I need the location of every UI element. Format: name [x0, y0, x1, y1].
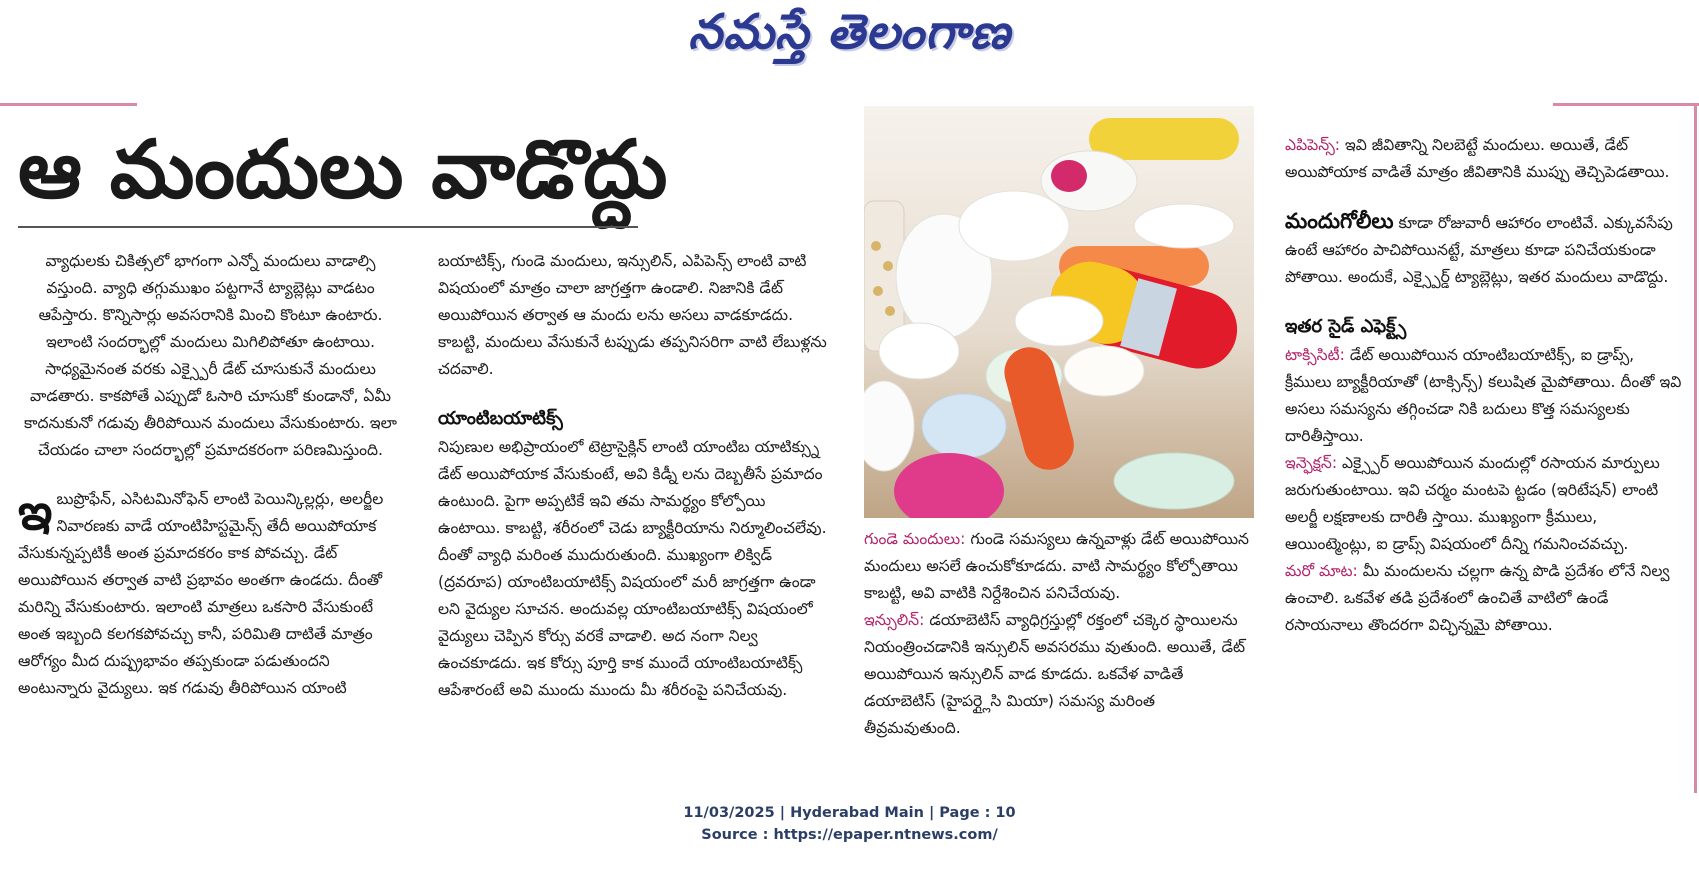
toxicity-paragraph — [1285, 342, 1685, 450]
epipen-text: ఇవి జీవితాన్ని నిలబెట్టే మందులు. అయితే, డేట్ అయిపోయాక వాడితే మాత్రం జీవితానికి ముప్పు తెచ్చిపెడతాయి. — [1285, 136, 1670, 181]
footer-edition-info: 11/03/2025 | Hyderabad Main | Page : 10 — [683, 805, 1016, 821]
heart-medicine-text: గుండె సమస్యలు ఉన్నవాళ్లు డేట్ అయిపోయిన మందులు అసలే ఉంచుకోకూడదు. వాటి సామర్థ్యం కోల్పోతాయి కాబట్టి, అవి వాటికి నిర్దేశించిన పనిచేయవు. — [864, 530, 1249, 602]
heart-medicine-paragraph — [864, 526, 1256, 607]
painkillers-paragraph — [18, 483, 403, 702]
footer-source-link[interactable]: Source : https://epaper.ntnews.com/ — [701, 827, 998, 843]
pills-paragraph — [1285, 208, 1685, 291]
epipen-label: ఎపిపెన్స్: — [1285, 136, 1341, 154]
medicine-pills-photo — [864, 106, 1254, 518]
newspaper-masthead: నమస్తే తెలంగాణ — [688, 4, 1011, 60]
article-column-3 — [864, 526, 1256, 742]
pills-label: మందుగోలీలు — [1285, 209, 1394, 233]
decorative-rule-left — [0, 103, 137, 106]
insulin-paragraph — [864, 607, 1256, 742]
infection-paragraph — [1285, 450, 1685, 558]
decorative-rule-vertical — [1694, 103, 1697, 793]
storage-label: మరో మాట: — [1285, 562, 1358, 580]
heart-medicine-label: గుండె మందులు: — [864, 530, 966, 548]
pills-text: కూడా రోజువారీ ఆహారం లాంటివే. ఎక్కువసేపు ఉంటే ఆహారం పాచిపోయినట్టే, మాత్రలు కూడా పనిచేయకుండా పోతాయి. అందుకే, ఎక్స్పైర్డ్ ట్యాబ్లెట్లు, ఇతర మందులు వాడొద్దు. — [1285, 214, 1673, 286]
side-effects-subhead: ఇతర సైడ్ ఎఫెక్ట్స్ — [1285, 316, 1407, 337]
storage-paragraph — [1285, 558, 1685, 639]
toxicity-text: డేట్ అయిపోయిన యాంటిబయాటిక్స్, ఐ డ్రాప్స్, క్రీములు బ్యాక్టీరియాతో (టాక్సిన్స్) కలుషిత మైపోతాయి. దీంతో ఇవి అసలు సమస్యను తగ్గించడా నికి బదులు కొత్త సమస్యలకు దారితీస్తాయి. — [1285, 346, 1682, 445]
article-column-4 — [1285, 132, 1685, 639]
article-column-1 — [18, 248, 403, 702]
headline-underline — [18, 226, 638, 228]
infection-label: ఇన్ఫెక్షన్: — [1285, 454, 1338, 472]
epipen-paragraph — [1285, 132, 1685, 186]
labels-paragraph: బయాటిక్స్, గుండె మందులు, ఇన్సులిన్, ఎపిపెన్స్ లాంటి వాటి విషయంలో మాత్రం చాలా జాగ్రత్తగా ఉండాలి. నిజానికి డేట్ అయిపోయిన తర్వాత ఆ మందు లను అసలు వాడకూడదు. కాబట్టి, మందులు వేసుకునే టప్పుడు తప్పనిసరిగా వాటి లేబుళ్లను చదవాలి. — [438, 252, 827, 378]
intro-paragraph: వ్యాధులకు చికిత్సలో భాగంగా ఎన్నో మందులు వాడాల్సి వస్తుంది. వ్యాధి తగ్గుముఖం పట్టగానే ట్యాబ్లెట్లు వాడటం ఆపేస్తారు. కొన్నిసార్లు అవసరానికి మించి కొంటూ ఉంటారు. ఇలాంటి సందర్భాల్లో మందులు మిగిలిపోతూ ఉంటాయి. సాధ్యమైనంత వరకు ఎక్స్పైరీ డేట్ చూసుకునే మందులు వాడతారు. కాకపోతే ఎప్పుడో ఓసారి చూసుకో కుండానో, ఏమీ కాదనుకునో గడువు తీరిపోయిన మందులు వేసుకుంటారు. ఇలా చేయడం చాలా సందర్భాల్లో ప్రమాదకరంగా పరిణమిస్తుంది. — [24, 252, 397, 459]
antibiotics-subhead: యాంటిబయాటిక్స్ — [438, 408, 563, 429]
article-headline: ఆ మందులు వాడొద్దు — [18, 123, 668, 216]
storage-text: మీ మందులను చల్లగా ఉన్న పొడి ప్రదేశం లోనే నిల్వ ఉంచాలి. ఒకవేళ తడి ప్రదేశంలో ఉంచితే వాటిలో ఉండే రసాయనాలు తొందరగా విచ్ఛిన్నమై పోతాయి. — [1285, 562, 1670, 634]
insulin-label: ఇన్సులిన్: — [864, 611, 925, 629]
decorative-rule-right — [1553, 103, 1699, 106]
antibiotics-paragraph: నిపుణుల అభిప్రాయంలో టెట్రాసైక్లిన్ లాంటి యాంటిబ యాటిక్స్ను డేట్ అయిపోయాక వేసుకుంటే, అవి కిడ్నీ లను దెబ్బతీసే ప్రమాదం ఉంటుంది. పైగా అప్పటికే ఇవి తమ సామర్థ్యం కోల్పోయి ఉంటాయి. కాబట్టి, శరీరంలో చెడు బ్యాక్టీరియాను నిర్మూలించలేవు. దీంతో వ్యాధి మరింత ముదురుతుంది. ముఖ్యంగా లిక్విడ్ (ద్రవరూప) యాంటిబయాటిక్స్ విషయంలో మరీ జాగ్రత్తగా ఉండా లని వైద్యుల సూచన. అందువల్ల యాంటిబయాటిక్స్ విషయంలో వైద్యులు చెప్పిన కోర్సు వరకే వాడాలి. అద నంగా నిల్వ ఉంచకూడదు. ఇక కోర్సు పూర్తి కాక ముందే యాంటిబయాటిక్స్ ఆపేశారంటే అవి ముందు ముందు మీ శరీరంపై పనిచేయవు. — [438, 438, 827, 699]
infection-text: ఎక్స్పైర్ అయిపోయిన మందుల్లో రసాయన మార్పులు జరుగుతుంటాయి. ఇవి చర్మం మంటపె ట్టడం (ఇరిటేషన్) లాంటి అలర్జీ లక్షణాలకు దారితీ స్తాయి. ముఖ్యంగా క్రీములు, ఆయింట్మెంట్లు, ఐ డ్రాప్స్ విషయంలో దీన్ని గమనించవచ్చు. — [1285, 454, 1660, 553]
drop-cap: ఇ — [18, 483, 53, 541]
insulin-text: డయాబెటిస్ వ్యాధిగ్రస్తుల్లో రక్తంలో చక్కెర స్థాయిలను నియంత్రించడానికి ఇన్సులిన్ అవసరము వుతుంది. అయితే, డేట్ అయిపోయిన ఇన్సులిన్ వాడ కూడదు. ఒకవేళ వాడితే డయాబెటిస్ (హైపర్గ్లైసి మియా) సమస్య మరింత తీవ్రమవుతుంది. — [864, 611, 1246, 737]
painkillers-text: బుప్రొఫేన్, ఎసిటమినోఫెన్ లాంటి పెయిన్కిల్లర్లు, అలర్జీల నివారణకు వాడే యాంటిహిస్టమైన్స్ తేదీ అయిపోయాక వేసుకున్నప్పటికీ అంత ప్రమాదకరం కాక పోవచ్చు. డేట్ అయిపోయిన తర్వాత వాటి ప్రభావం అంతగా ఉండదు. దీంతో మరిన్ని వేసుకుంటారు. ఇలాంటి మాత్రలు ఒకసారి వేసుకుంటే అంత ఇబ్బంది కలగకపోవచ్చు కానీ, పరిమితి దాటితే మాత్రం ఆరోగ్యం మీద దుష్ప్రభావం తప్పకుండా పడుతుందని అంటున్నారు వైద్యులు. ఇక గడువు తీరిపోయిన యాంటి — [18, 490, 384, 697]
toxicity-label: టాక్సిసిటీ: — [1285, 346, 1345, 364]
article-column-2 — [438, 248, 830, 704]
